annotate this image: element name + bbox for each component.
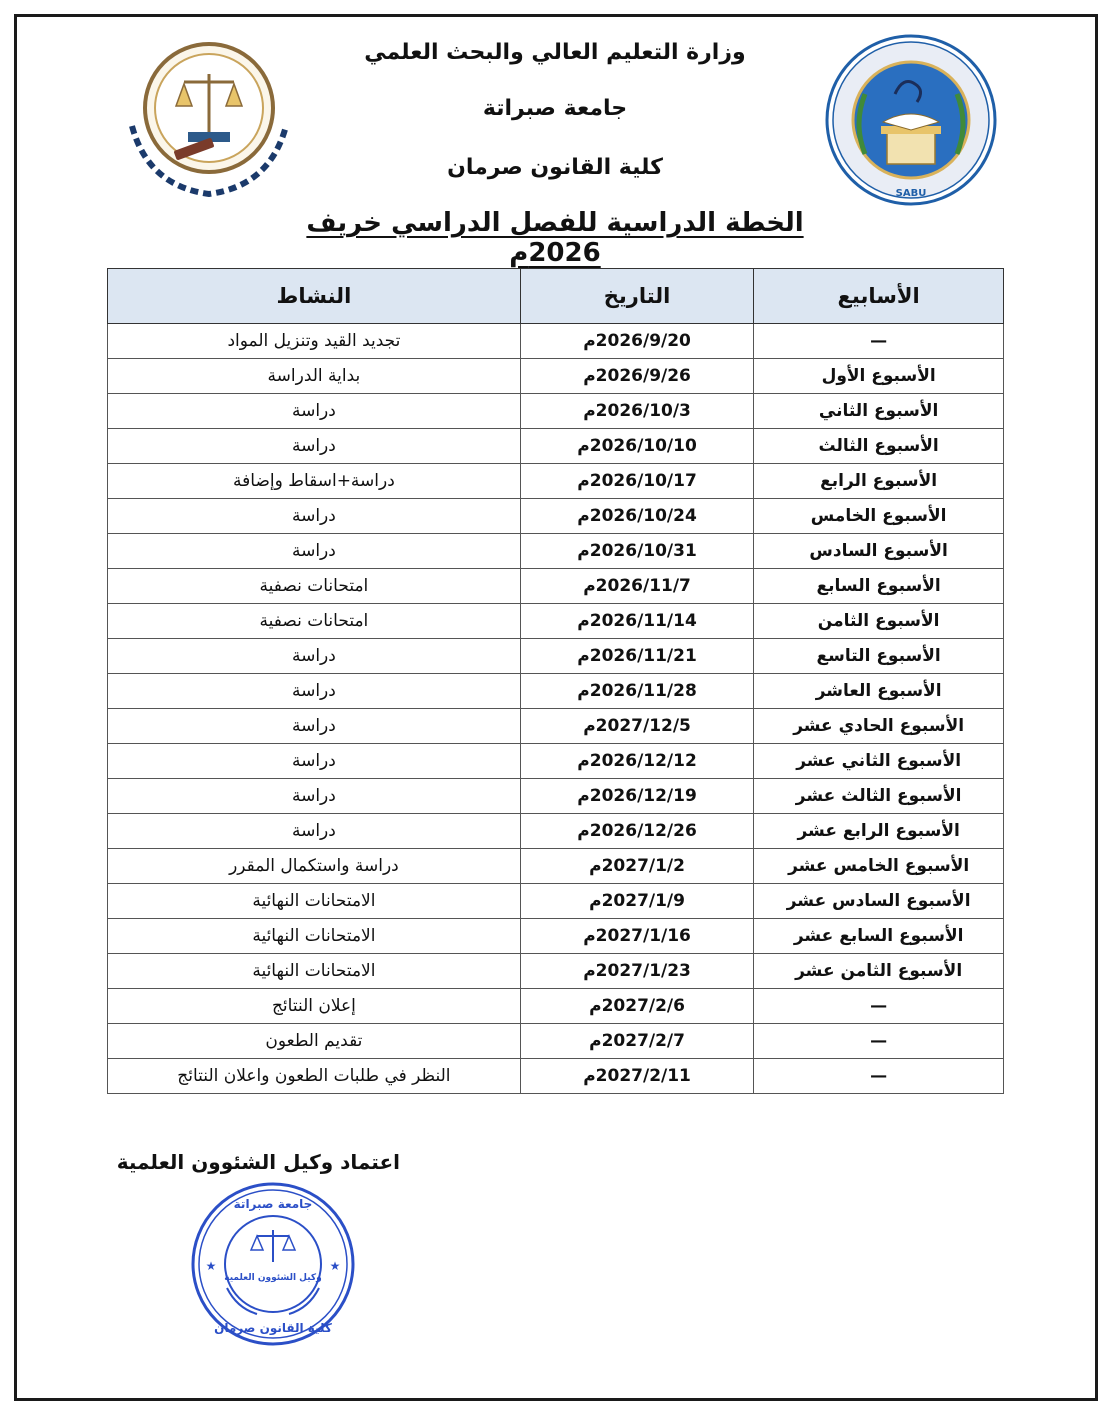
study-plan-table xyxy=(107,268,1004,1094)
week-cell: — xyxy=(754,1059,1004,1094)
activity-cell: دراسة xyxy=(108,779,521,814)
activity-cell: الامتحانات النهائية xyxy=(108,919,521,954)
date-cell: 2027/1/16م xyxy=(520,919,753,954)
activity-cell: دراسة xyxy=(108,744,521,779)
svg-text:★: ★ xyxy=(329,1259,341,1273)
week-cell: الأسبوع الخامس عشر xyxy=(754,849,1004,884)
activity-cell: تقديم الطعون xyxy=(108,1024,521,1059)
week-cell: الأسبوع الثاني xyxy=(754,394,1004,429)
university-logo-bottom-text: SABU xyxy=(895,188,927,199)
table-row xyxy=(108,674,1004,709)
activity-cell: الامتحانات النهائية xyxy=(108,954,521,989)
week-cell: الأسبوع الثامن عشر xyxy=(754,954,1004,989)
week-cell: الأسبوع الحادي عشر xyxy=(754,709,1004,744)
table-row xyxy=(108,359,1004,394)
table-row xyxy=(108,604,1004,639)
table-row xyxy=(108,989,1004,1024)
stamp-middle-text: وكيل الشئوون العلمية xyxy=(224,1273,322,1283)
activity-cell: دراسة xyxy=(108,674,521,709)
activity-cell: دراسة xyxy=(108,499,521,534)
week-cell: الأسبوع السادس xyxy=(754,534,1004,569)
date-cell: 2026/12/12م xyxy=(520,744,753,779)
table-row xyxy=(108,919,1004,954)
activity-cell: امتحانات نصفية xyxy=(108,604,521,639)
table-row xyxy=(108,429,1004,464)
university-logo xyxy=(825,34,997,206)
date-cell: 2027/2/7م xyxy=(520,1024,753,1059)
activity-cell: إعلان النتائج xyxy=(108,989,521,1024)
activity-cell: دراسة xyxy=(108,814,521,849)
week-cell: الأسبوع الثاني عشر xyxy=(754,744,1004,779)
date-cell: 2026/10/24م xyxy=(520,499,753,534)
week-cell: — xyxy=(754,324,1004,359)
table-row xyxy=(108,534,1004,569)
university-title: جامعة صبراتة xyxy=(482,96,628,121)
week-cell: الأسبوع السادس عشر xyxy=(754,884,1004,919)
activity-cell: دراسة xyxy=(108,534,521,569)
activity-cell: دراسة xyxy=(108,639,521,674)
date-cell: 2026/9/20م xyxy=(520,324,753,359)
date-cell: 2026/10/3م xyxy=(520,394,753,429)
table-row xyxy=(108,709,1004,744)
date-cell: 2026/10/17م xyxy=(520,464,753,499)
date-cell: 2026/9/26م xyxy=(520,359,753,394)
week-cell: الأسبوع الأول xyxy=(754,359,1004,394)
table-row xyxy=(108,849,1004,884)
faculty-title: كلية القانون صرمان xyxy=(447,155,663,180)
date-cell: 2026/11/14م xyxy=(520,604,753,639)
date-cell: 2027/2/6م xyxy=(520,989,753,1024)
official-stamp xyxy=(187,1178,359,1350)
table-row xyxy=(108,1024,1004,1059)
week-cell: — xyxy=(754,1024,1004,1059)
date-cell: 2026/11/7م xyxy=(520,569,753,604)
week-cell: — xyxy=(754,989,1004,1024)
week-cell: الأسبوع السابع xyxy=(754,569,1004,604)
table-row xyxy=(108,639,1004,674)
date-cell: 2026/10/10م xyxy=(520,429,753,464)
activity-cell: تجديد القيد وتنزيل المواد xyxy=(108,324,521,359)
week-cell: الأسبوع الرابع xyxy=(754,464,1004,499)
header-activity: النشاط xyxy=(108,269,521,324)
week-cell: الأسبوع الخامس xyxy=(754,499,1004,534)
table-row xyxy=(108,569,1004,604)
week-cell: الأسبوع الثالث عشر xyxy=(754,779,1004,814)
activity-cell: النظر في طلبات الطعون واعلان النتائج xyxy=(108,1059,521,1094)
date-cell: 2027/12/5م xyxy=(520,709,753,744)
table-row xyxy=(108,324,1004,359)
activity-cell: دراسة xyxy=(108,394,521,429)
activity-cell: دراسة xyxy=(108,429,521,464)
week-cell: الأسبوع الثامن xyxy=(754,604,1004,639)
week-cell: الأسبوع السابع عشر xyxy=(754,919,1004,954)
activity-cell: دراسة xyxy=(108,709,521,744)
table-row xyxy=(108,464,1004,499)
date-cell: 2027/2/11م xyxy=(520,1059,753,1094)
week-cell: الأسبوع التاسع xyxy=(754,639,1004,674)
activity-cell: دراسة واستكمال المقرر xyxy=(108,849,521,884)
header-weeks: الأسابيع xyxy=(754,269,1004,324)
date-cell: 2026/12/26م xyxy=(520,814,753,849)
date-cell: 2026/11/28م xyxy=(520,674,753,709)
table-row xyxy=(108,744,1004,779)
stamp-top-text: جامعة صبراتة xyxy=(233,1197,313,1211)
week-cell: الأسبوع الثالث xyxy=(754,429,1004,464)
plan-title: الخطة الدراسية للفصل الدراسي خريف 2026م xyxy=(306,208,804,268)
activity-cell: بداية الدراسة xyxy=(108,359,521,394)
table-row xyxy=(108,779,1004,814)
activity-cell: امتحانات نصفية xyxy=(108,569,521,604)
activity-cell: الامتحانات النهائية xyxy=(108,884,521,919)
date-cell: 2026/12/19م xyxy=(520,779,753,814)
activity-cell: دراسة+اسقاط وإضافة xyxy=(108,464,521,499)
svg-text:★: ★ xyxy=(205,1259,217,1273)
stamp-bottom-text: كلية القانون صرمان xyxy=(214,1321,332,1335)
week-cell: الأسبوع الرابع عشر xyxy=(754,814,1004,849)
table-header-row xyxy=(108,269,1004,324)
date-cell: 2026/10/31م xyxy=(520,534,753,569)
table-row xyxy=(108,814,1004,849)
date-cell: 2026/11/21م xyxy=(520,639,753,674)
table-row xyxy=(108,394,1004,429)
approval-label: اعتماد وكيل الشئوون العلمية xyxy=(116,1150,400,1174)
table-row xyxy=(108,499,1004,534)
ministry-title: وزارة التعليم العالي والبحث العلمي xyxy=(364,40,746,65)
table-row xyxy=(108,1059,1004,1094)
header-date: التاريخ xyxy=(520,269,753,324)
date-cell: 2027/1/2م xyxy=(520,849,753,884)
date-cell: 2027/1/9م xyxy=(520,884,753,919)
date-cell: 2027/1/23م xyxy=(520,954,753,989)
week-cell: الأسبوع العاشر xyxy=(754,674,1004,709)
table-row xyxy=(108,954,1004,989)
table-row xyxy=(108,884,1004,919)
